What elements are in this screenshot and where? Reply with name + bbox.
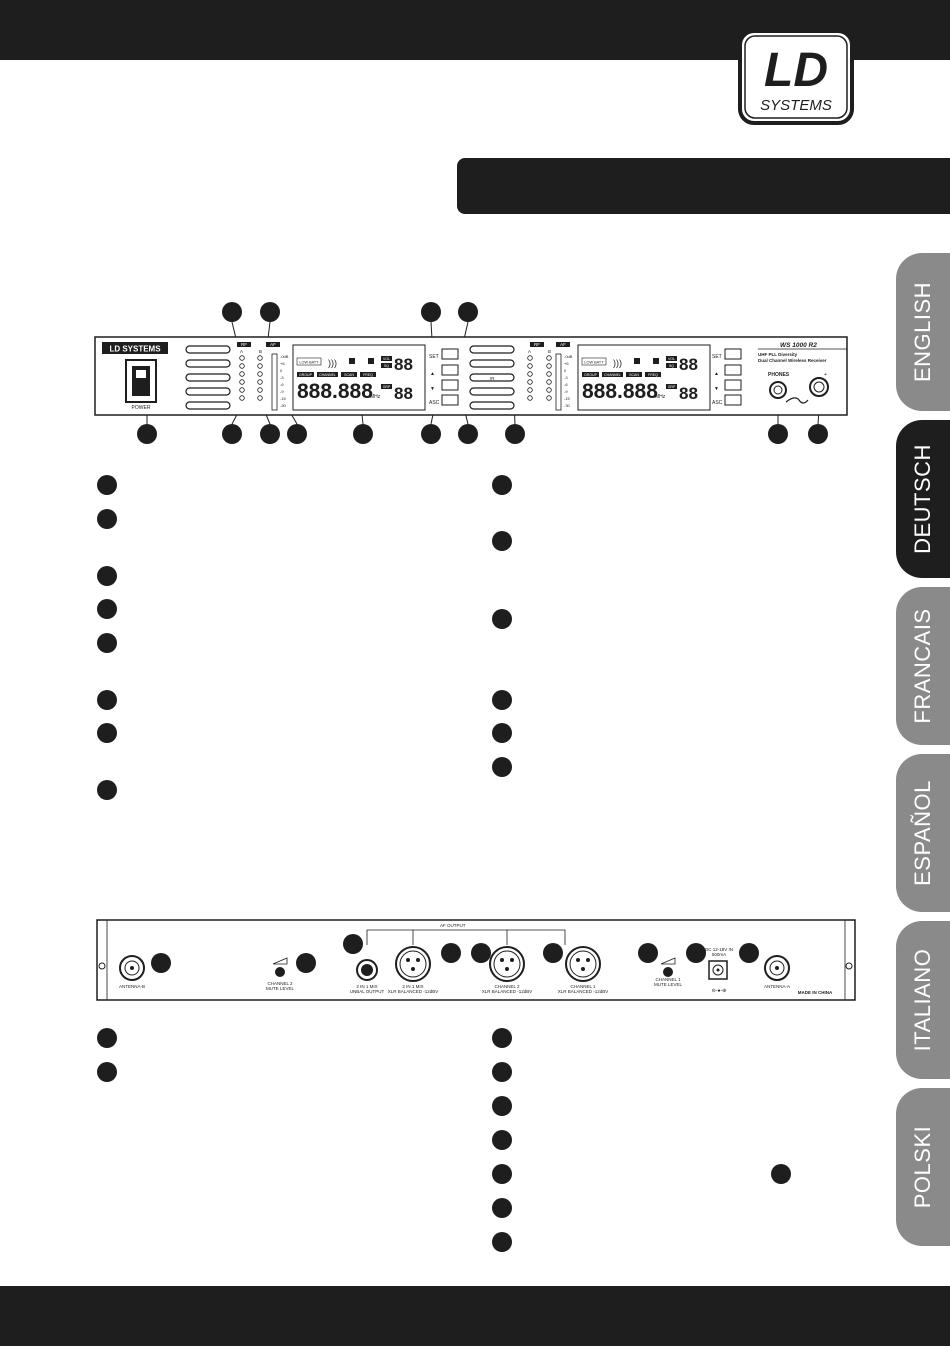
svg-text:▲: ▲ [714, 371, 719, 377]
svg-text:A: A [528, 349, 532, 354]
bullet-marker [97, 475, 117, 495]
tab-deutsch[interactable]: DEUTSCH [896, 420, 950, 578]
svg-text:GROUP: GROUP [299, 373, 312, 377]
svg-text:SCAN: SCAN [344, 373, 354, 377]
bullet-marker [97, 1028, 117, 1048]
svg-text:VOL: VOL [382, 357, 391, 361]
svg-text:-6: -6 [280, 382, 284, 387]
svg-text:88: 88 [679, 384, 698, 403]
svg-text:MADE IN CHINA: MADE IN CHINA [797, 990, 833, 995]
svg-text:MHz: MHz [655, 394, 666, 400]
callout-marker [151, 953, 171, 973]
svg-text:500mA: 500mA [711, 952, 727, 957]
svg-text:0: 0 [280, 368, 283, 373]
svg-text:FREQ: FREQ [648, 373, 658, 377]
svg-text:+: + [824, 372, 827, 378]
bullet-marker [492, 1130, 512, 1150]
svg-text:0: 0 [564, 368, 567, 373]
svg-text:SQ: SQ [383, 364, 390, 368]
svg-text:MUTE LEVEL: MUTE LEVEL [653, 982, 683, 987]
svg-text:MUTE LEVEL: MUTE LEVEL [265, 986, 295, 991]
svg-text:SYSTEMS: SYSTEMS [760, 97, 832, 114]
svg-text:UNBAL OUTPUT: UNBAL OUTPUT [349, 989, 385, 994]
bullet-marker [97, 690, 117, 710]
rear-panel-diagram [95, 918, 860, 1013]
svg-text:RF: RF [534, 342, 540, 347]
svg-text:ANTENNA-B: ANTENNA-B [118, 984, 146, 989]
svg-text:▼: ▼ [430, 386, 435, 392]
svg-text:2 IN 1 MIX: 2 IN 1 MIX [356, 984, 378, 989]
svg-text:PHONES: PHONES [768, 372, 790, 378]
tab-english[interactable]: ENGLISH [896, 253, 950, 411]
svg-text:XLR BALANCED -12dBV: XLR BALANCED -12dBV [481, 989, 533, 994]
bullet-marker [492, 690, 512, 710]
tab-polski[interactable]: POLSKI [896, 1088, 950, 1246]
svg-text:-15: -15 [564, 396, 570, 401]
svg-text:-3: -3 [280, 375, 284, 380]
callout-marker [543, 943, 563, 963]
bullet-marker [492, 609, 512, 629]
callout-marker [739, 943, 759, 963]
svg-text:AF OUTPUT: AF OUTPUT [440, 923, 466, 928]
svg-text:MHz: MHz [370, 394, 381, 400]
svg-text:))): ))) [613, 358, 622, 368]
callout-markers-bottom [137, 424, 828, 444]
svg-text:▲: ▲ [430, 371, 435, 377]
svg-text:-15: -15 [280, 396, 286, 401]
svg-text:ASC: ASC [429, 400, 440, 406]
svg-text:-30: -30 [280, 403, 286, 408]
bottom-footer-bar [0, 1286, 950, 1346]
svg-text:LD: LD [764, 44, 828, 97]
svg-text:2 IN 1 MIX: 2 IN 1 MIX [402, 984, 424, 989]
front-panel-diagram [90, 300, 860, 445]
tab-francais[interactable]: FRANCAIS [896, 587, 950, 745]
svg-text:AF: AF [270, 342, 276, 347]
svg-text:⊖-●-⊕: ⊖-●-⊕ [711, 988, 727, 994]
svg-text:WS 1000 R2: WS 1000 R2 [780, 342, 817, 349]
svg-text:Dual Channel Wireless Receiver: Dual Channel Wireless Receiver [758, 358, 827, 363]
bullet-marker [492, 1232, 512, 1252]
bullet-marker [492, 1028, 512, 1048]
bullet-marker [492, 531, 512, 551]
callout-marker [441, 943, 461, 963]
svg-text:LOW BATT: LOW BATT [299, 360, 319, 365]
svg-text:CHANNEL 1: CHANNEL 1 [570, 984, 596, 989]
section-title-bar [457, 158, 950, 214]
callout-marker [471, 943, 491, 963]
bullet-marker [492, 723, 512, 743]
callout-marker [343, 934, 363, 954]
svg-text:AF: AF [560, 342, 566, 347]
svg-text:SQ: SQ [668, 364, 675, 368]
bullet-marker [492, 1096, 512, 1116]
svg-text:CHANNEL 2: CHANNEL 2 [267, 981, 293, 986]
svg-text:B: B [259, 349, 263, 354]
svg-text:DC 12-18V IN: DC 12-18V IN [704, 947, 734, 952]
svg-text:XLR BALANCED -12dBV: XLR BALANCED -12dBV [387, 989, 439, 994]
svg-text:SET: SET [712, 354, 722, 360]
svg-text:-3: -3 [564, 375, 568, 380]
svg-text:888.888: 888.888 [297, 380, 373, 403]
svg-text:FREQ: FREQ [363, 373, 373, 377]
bullet-marker [97, 633, 117, 653]
tab-italiano[interactable]: ITALIANO [896, 921, 950, 1079]
svg-text:▼: ▼ [714, 386, 719, 392]
bullet-marker [492, 1062, 512, 1082]
bullet-marker [492, 1198, 512, 1218]
svg-text:SET: SET [429, 354, 439, 360]
svg-text:GRP: GRP [667, 385, 676, 389]
bullet-marker [771, 1164, 791, 1184]
svg-text:88: 88 [679, 355, 698, 374]
svg-text:-30: -30 [564, 403, 570, 408]
svg-text:-6: -6 [564, 382, 568, 387]
bullet-marker [97, 599, 117, 619]
svg-text:88: 88 [394, 355, 413, 374]
svg-text:POWER: POWER [131, 405, 151, 411]
svg-text:888.888: 888.888 [582, 380, 658, 403]
svg-text:))): ))) [328, 358, 337, 368]
svg-text:+6: +6 [280, 361, 285, 366]
bullet-marker [97, 1062, 117, 1082]
svg-text:GROUP: GROUP [584, 373, 597, 377]
bullet-marker [97, 780, 117, 800]
bullet-marker [492, 757, 512, 777]
svg-text:-0dB: -0dB [564, 354, 573, 359]
svg-text:ANTENNA-A: ANTENNA-A [763, 984, 791, 989]
svg-text:A: A [240, 349, 244, 354]
svg-text:ASC: ASC [712, 400, 723, 406]
tab-espanol[interactable]: ESPAÑOL [896, 754, 950, 912]
svg-text:LOW BATT: LOW BATT [584, 360, 604, 365]
svg-text:IR: IR [490, 376, 495, 381]
callout-markers-top [222, 302, 478, 322]
ld-systems-logo [737, 28, 855, 126]
svg-text:VOL: VOL [667, 357, 676, 361]
callout-marker [686, 943, 706, 963]
svg-text:+6: +6 [564, 361, 569, 366]
svg-text:UHF PLL Diversity: UHF PLL Diversity [758, 352, 798, 357]
bullet-marker [97, 509, 117, 529]
svg-text:-0dB: -0dB [280, 354, 289, 359]
svg-text:XLR BALANCED -12dBV: XLR BALANCED -12dBV [557, 989, 609, 994]
svg-text:B: B [548, 349, 552, 354]
bullet-marker [492, 475, 512, 495]
svg-text:RF: RF [241, 342, 247, 347]
bullet-marker [492, 1164, 512, 1184]
svg-text:CHANNEL: CHANNEL [319, 373, 336, 377]
bullet-marker [97, 566, 117, 586]
svg-text:CHANNEL: CHANNEL [604, 373, 621, 377]
svg-text:SCAN: SCAN [629, 373, 639, 377]
svg-text:GRP: GRP [382, 385, 391, 389]
svg-text:LD SYSTEMS: LD SYSTEMS [109, 344, 161, 354]
svg-text:88: 88 [394, 384, 413, 403]
bullet-marker [97, 723, 117, 743]
svg-text:CHANNEL 2: CHANNEL 2 [494, 984, 520, 989]
svg-text:-9: -9 [564, 389, 568, 394]
callout-marker [296, 953, 316, 973]
svg-text:CHANNEL 1: CHANNEL 1 [655, 977, 681, 982]
callout-marker [638, 943, 658, 963]
svg-text:-9: -9 [280, 389, 284, 394]
